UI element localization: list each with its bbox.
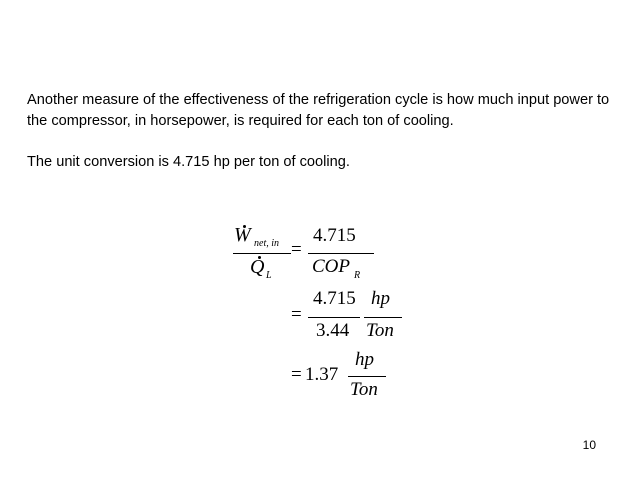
lhs-denominator-subscript: L bbox=[266, 270, 272, 281]
lhs-numerator-subscript: net, in bbox=[254, 238, 279, 249]
equals-sign-2: = bbox=[291, 304, 302, 325]
line1-numerator: 4.715 bbox=[313, 225, 356, 246]
line2-numerator: 4.715 bbox=[313, 288, 356, 309]
conversion-paragraph: The unit conversion is 4.715 hp per ton of cooling. bbox=[27, 154, 350, 170]
intro-paragraph: Another measure of the effectiveness of the refrigeration cycle is how much input power to the compressor, in horsepower, is required for each ton of cooling. bbox=[27, 92, 610, 129]
line2-denominator: 3.44 bbox=[316, 320, 350, 341]
line2-fraction-bar bbox=[308, 317, 360, 318]
lhs-denominator-symbol: Q bbox=[250, 256, 265, 278]
line2-unit-numerator: hp bbox=[371, 288, 390, 309]
line2-unit-denominator: Ton bbox=[366, 320, 394, 341]
line1-denominator-symbol: COP bbox=[312, 256, 350, 277]
line3-unit-numerator: hp bbox=[355, 349, 374, 370]
lhs-fraction-bar bbox=[233, 253, 291, 254]
line1-fraction-bar bbox=[308, 253, 374, 254]
equals-sign-3: = bbox=[291, 364, 302, 385]
line2-unit-bar bbox=[364, 317, 402, 318]
line3-unit-bar bbox=[348, 376, 386, 377]
page-number: 10 bbox=[582, 438, 596, 452]
equals-sign-1: = bbox=[291, 239, 302, 260]
result-value: 1.37 bbox=[305, 364, 339, 385]
line1-denominator-subscript: R bbox=[354, 270, 361, 281]
line3-unit-denominator: Ton bbox=[350, 379, 378, 400]
lhs-numerator-symbol: W bbox=[234, 224, 251, 246]
